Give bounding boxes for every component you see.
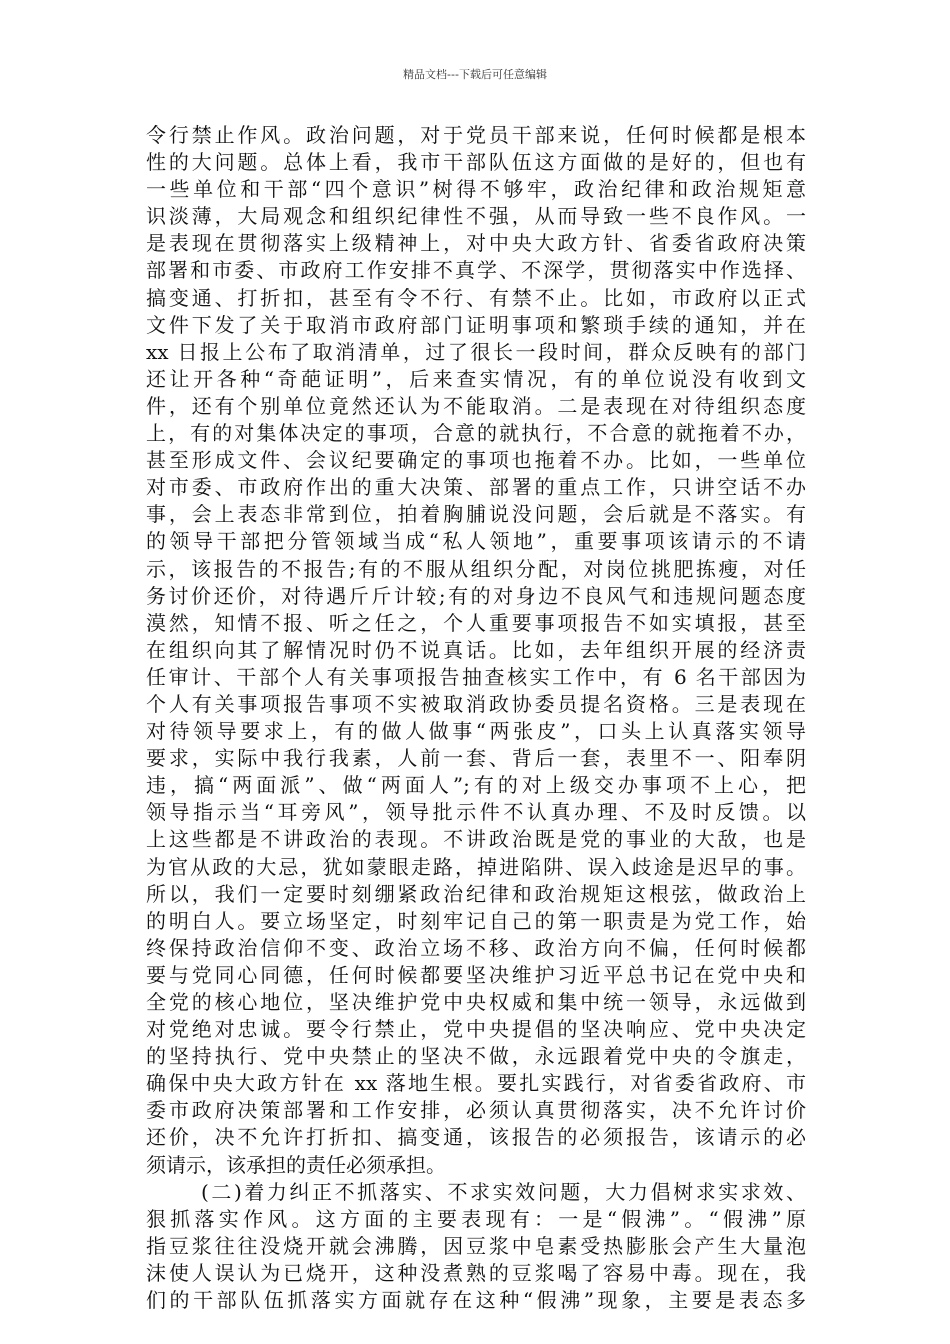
text-line: 所以，我们一定要时刻绷紧政治纪律和政治规矩这根弦，做政治上 (146, 881, 806, 906)
text-line: 还价，决不允许打折扣、搞变通，该报告的必须报告，该请示的必 (146, 1125, 806, 1150)
paragraph-end-line: 须请示，该承担的责任必须承担。 (146, 1152, 446, 1177)
text-line: 全党的核心地位，坚决维护党中央权威和集中统一领导，永远做到 (146, 990, 806, 1014)
text-line: 对市委、市政府作出的重大决策、部署的重点工作，只讲空话不办 (146, 475, 806, 500)
text-line: 的明白人。要立场坚定，时刻牢记自己的第一职责是为党工作，始 (146, 908, 806, 933)
text-line: 的领导干部把分管领域当成“私人领地”，重要事项该请示的不请 (146, 529, 806, 554)
text-line: 任审计、干部个人有关事项报告抽查核实工作中，有 6 名干部因为 (146, 664, 806, 689)
text-line: 终保持政治信仰不变、政治立场不移、政治方向不偏，任何时候都 (146, 935, 806, 960)
text-line: 搞变通、打折扣，甚至有令不行、有禁不止。比如，市政府以正式 (146, 285, 806, 310)
text-line: 指豆浆往往没烧开就会沸腾，因豆浆中皂素受热膨胀会产生大量泡 (146, 1233, 806, 1258)
text-line: 确保中央大政方针在 xx 落地生根。要扎实践行，对省委省政府、市 (146, 1071, 806, 1096)
text-line: xx 日报上公布了取消清单，过了很长一段时间，群众反映有的部门 (146, 339, 806, 364)
text-line: 个人有关事项报告事项不实被取消政协委员提名资格。三是表现在 (146, 691, 806, 716)
text-line: 事，会上表态非常到位，拍着胸脯说没问题，会后就是不落实。有 (146, 502, 806, 527)
section-heading-line: (二)着力纠正不抓落实、不求实效问题，大力倡树求实求效、 (201, 1179, 806, 1204)
text-line: 委市政府决策部署和工作安排，必须认真贯彻落实，决不允许讨价 (146, 1098, 806, 1123)
text-line: 令行禁止作风。政治问题，对于党员干部来说，任何时候都是根本 (146, 123, 806, 147)
text-line: 对党绝对忠诚。要令行禁止，党中央提倡的坚决响应、党中央决定 (146, 1017, 806, 1042)
text-line: 上，有的对集体决定的事项，合意的就执行，不合意的就拖着不办， (146, 421, 806, 446)
text-line: 甚至形成文件、会议纪要确定的事项也拖着不办。比如，一些单位 (146, 448, 806, 473)
text-line: 文件下发了关于取消市政府部门证明事项和繁琐手续的通知，并在 (146, 312, 806, 337)
text-line: 识淡薄，大局观念和组织纪律性不强，从而导致一些不良作风。一 (146, 204, 806, 229)
text-line: 还让开各种“奇葩证明”，后来查实情况，有的单位说没有收到文 (146, 366, 806, 391)
document-body (146, 122, 806, 1314)
text-line: 要与党同心同德，任何时候都要坚决维护习近平总书记在党中央和 (146, 962, 806, 987)
text-line: 狠抓落实作风。这方面的主要表现有：一是“假沸”。“假沸”原 (146, 1206, 806, 1231)
text-line: 要求，实际中我行我素，人前一套、背后一套，表里不一、阳奉阴 (146, 746, 806, 771)
page-header: 精品文档---下载后可任意编辑 (403, 68, 547, 81)
text-line: 务讨价还价，对待遇斤斤计较;有的对身边不良风气和违规问题态度 (146, 583, 806, 608)
text-line: 为官从政的大忌，犹如蒙眼走路，掉进陷阱、误入歧途是迟早的事。 (146, 854, 806, 879)
text-line: 们的干部队伍抓落实方面就存在这种“假沸”现象，主要是表态多 (146, 1288, 806, 1313)
text-line: 对待领导要求上，有的做人做事“两张皮”，口头上认真落实领导 (146, 719, 806, 744)
text-line: 部署和市委、市政府工作安排不真学、不深学，贯彻落实中作选择、 (146, 258, 806, 283)
text-line: 沫使人误认为已烧开，这种没煮熟的豆浆喝了容易中毒。现在，我 (146, 1260, 806, 1285)
text-line: 件，还有个别单位竟然还认为不能取消。二是表现在对待组织态度 (146, 393, 806, 418)
text-line: 的坚持执行、党中央禁止的坚决不做，永远跟着党中央的令旗走， (146, 1044, 806, 1069)
text-line: 违，搞“两面派”、做“两面人”;有的对上级交办事项不上心，把 (146, 773, 806, 798)
text-line: 领导指示当“耳旁风”，领导批示件不认真办理、不及时反馈。以 (146, 800, 806, 825)
text-line: 性的大问题。总体上看，我市干部队伍这方面做的是好的，但也有 (146, 150, 806, 175)
text-line: 漠然，知情不报、听之任之，个人重要事项报告不如实填报，甚至 (146, 610, 806, 635)
text-line: 在组织向其了解情况时仍不说真话。比如，去年组织开展的经济责 (146, 637, 806, 662)
text-line: 是表现在贯彻落实上级精神上，对中央大政方针、省委省政府决策 (146, 231, 806, 256)
text-line: 上这些都是不讲政治的表现。不讲政治既是党的事业的大敌，也是 (146, 827, 806, 852)
text-line: 示，该报告的不报告;有的不服从组织分配，对岗位挑肥拣瘦，对任 (146, 556, 806, 581)
text-line: 一些单位和干部“四个意识”树得不够牢，政治纪律和政治规矩意 (146, 177, 806, 202)
